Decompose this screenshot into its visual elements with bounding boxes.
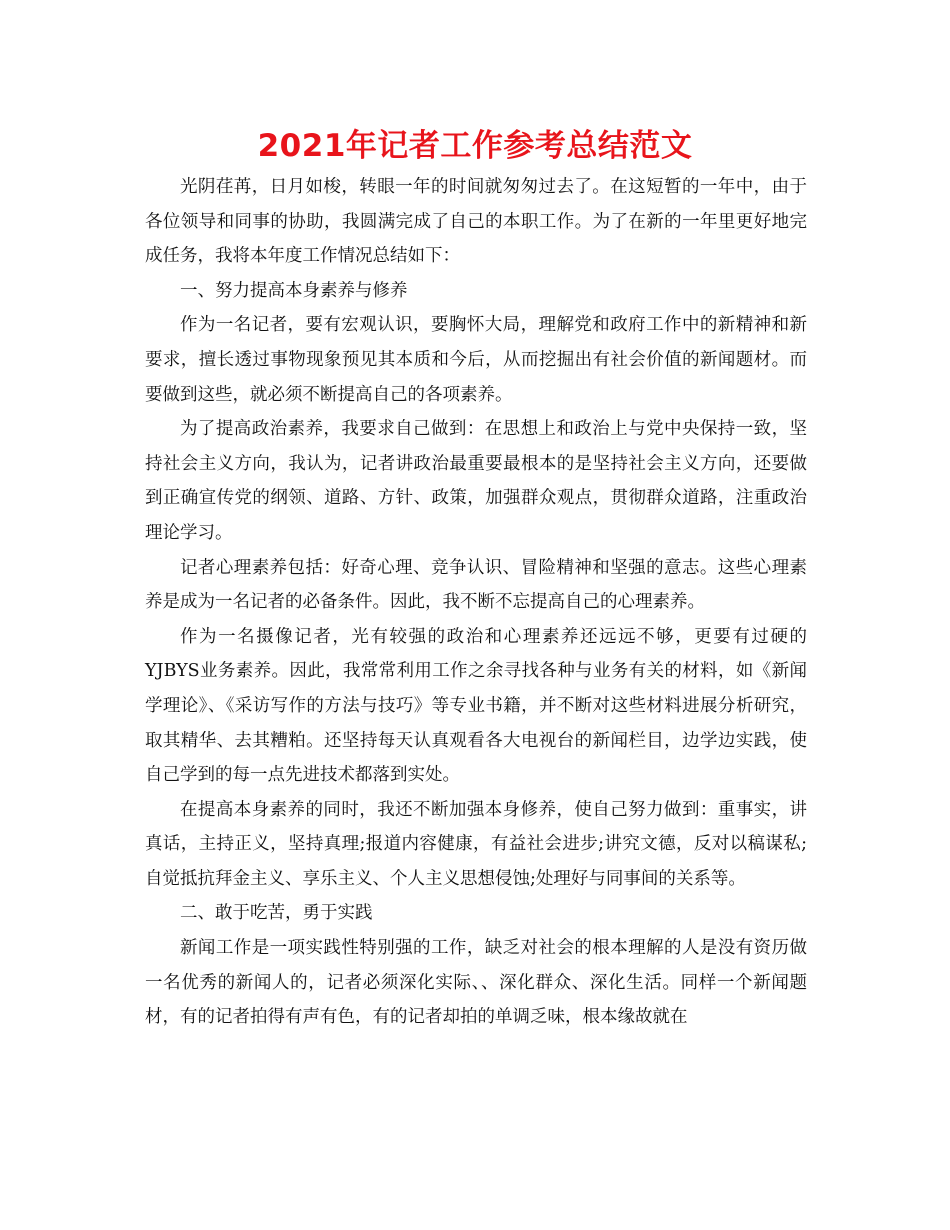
paragraph: 为了提高政治素养，我要求自己做到：在思想上和政治上与党中央保持一致，坚持社会主义方向，我认为，记者讲政治最重要最根本的是坚持社会主义方向，还要做到正确宣传党的纲领、道路、方针、政策，加强群众观点，贯彻群众道路，注重政治理论学习。 xyxy=(145,419,807,543)
document-body xyxy=(145,170,807,1035)
paragraph: 作为一名记者，要有宏观认识，要胸怀大局，理解党和政府工作中的新精神和新要求，擅长透过事物现象预见其本质和今后，从而挖掘出有社会价值的新闻题材。而要做到这些，就必须不断提高自己的各项素养。 xyxy=(145,315,807,405)
section-heading-1: 一、努力提高本身素养与修养 xyxy=(180,280,408,301)
paragraph: 在提高本身素养的同时，我还不断加强本身修养，使自己努力做到：重事实，讲真话，主持正义，坚持真理;报道内容健康，有益社会进步;讲究文德，反对以稿谋私;自觉抵抗拜金主义、享乐主义、个人主义思想侵蚀;处理好与同事间的关系等。 xyxy=(145,799,807,889)
document-title: 2021年记者工作参考总结范文 xyxy=(257,128,693,164)
paragraph: 记者心理素养包括：好奇心理、竞争认识、冒险精神和坚强的意志。这些心理素养是成为一名记者的必备条件。因此，我不断不忘提高自己的心理素养。 xyxy=(145,557,807,613)
section-heading-2: 二、敢于吃苦，勇于实践 xyxy=(180,903,373,924)
paragraph: 作为一名摄像记者，光有较强的政治和心理素养还远远不够，更要有过硬的YJBYS业务素养。因此，我常常利用工作之余寻找各种与业务有关的材料，如《新闻学理论》、《采访写作的方法与技巧》等专业书籍，并不断对这些材料进展分析研究，取其精华、去其糟粕。还坚持每天认真观看各大电视台的新闻栏目，边学边实践，使自己学到的每一点先进技术都落到实处。 xyxy=(145,626,807,786)
paragraph-intro: 光阴荏苒，日月如梭，转眼一年的时间就匆匆过去了。在这短暂的一年中，由于各位领导和同事的协助，我圆满完成了自己的本职工作。为了在新的一年里更好地完成任务，我将本年度工作情况总结如下： xyxy=(145,177,807,267)
paragraph: 新闻工作是一项实践性特别强的工作，缺乏对社会的根本理解的人是没有资历做一名优秀的新闻人的，记者必须深化实际、、深化群众、深化生活。同样一个新闻题材，有的记者拍得有声有色，有的记者却拍的单调乏味，根本缘故就在 xyxy=(145,938,807,1028)
